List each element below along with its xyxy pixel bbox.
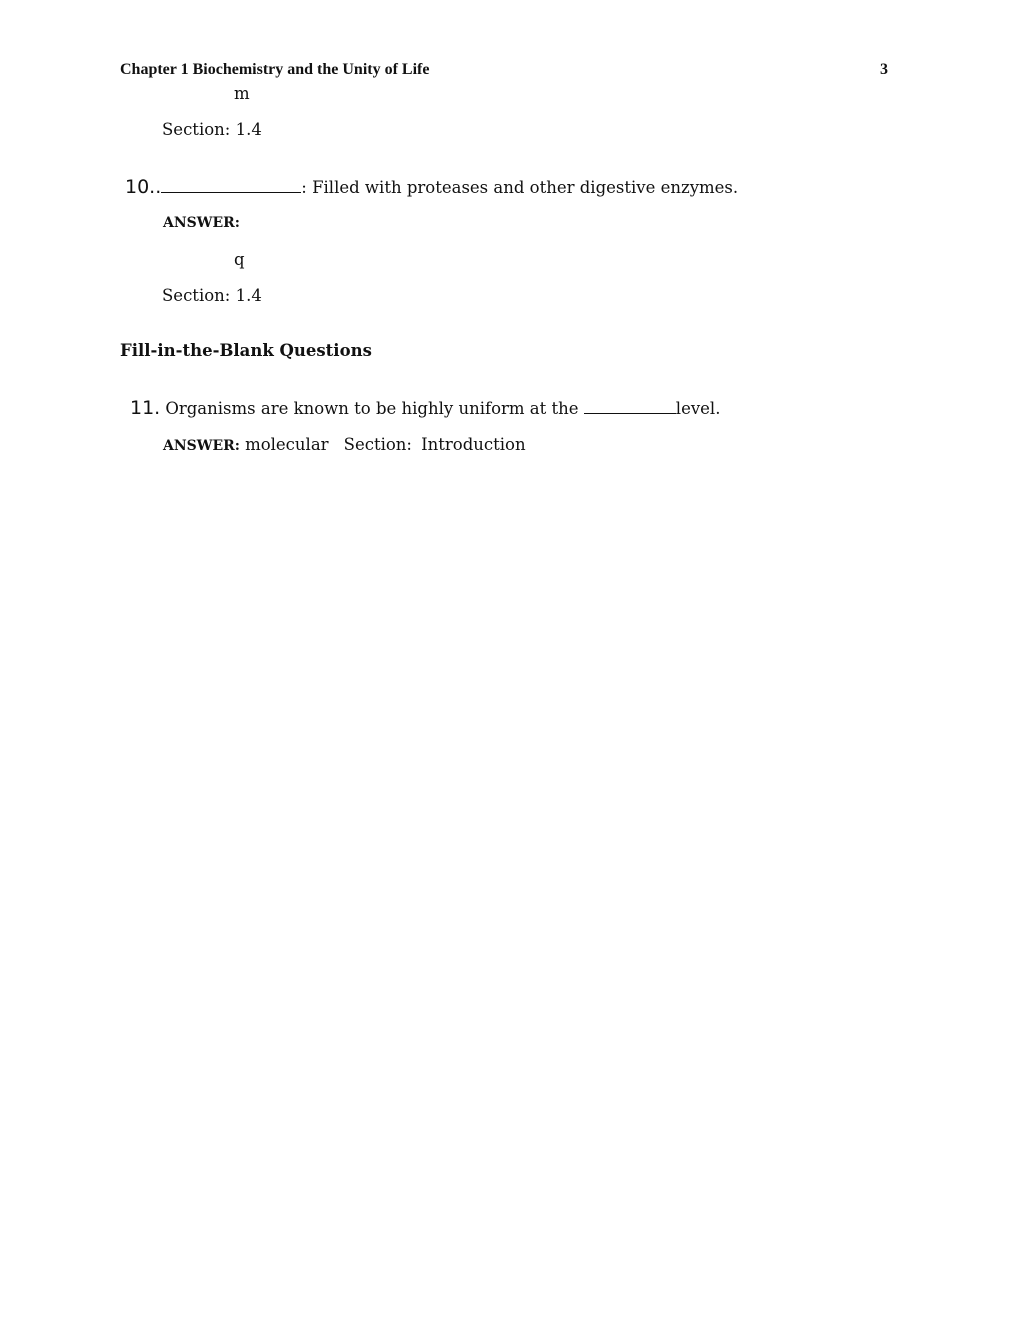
section-reference: Section: 1.4 [162, 120, 262, 139]
answer-label: ANSWER: [163, 438, 240, 454]
answer-blank [161, 192, 301, 193]
question-number: 10.. [125, 176, 162, 198]
question-10 [125, 176, 738, 198]
answer-line [163, 435, 526, 454]
page-number: 3 [880, 61, 888, 78]
question-text-end: level. [675, 399, 721, 418]
answer-value: q [234, 250, 245, 269]
answer-value: molecular [245, 435, 329, 454]
question-11 [130, 397, 720, 419]
section-value: Introduction [421, 435, 526, 454]
answer-value: m [234, 84, 250, 103]
section-heading: Fill-in-the-Blank Questions [120, 341, 372, 360]
question-number: 11. [130, 397, 161, 419]
question-text: Organisms are known to be highly uniform at the [165, 399, 584, 418]
answer-blank [584, 413, 676, 414]
answer-label: ANSWER: [163, 215, 240, 231]
chapter-header: Chapter 1 Biochemistry and the Unity of Life [120, 61, 430, 78]
section-reference: Section: 1.4 [162, 286, 262, 305]
question-text: : Filled with proteases and other digestive enzymes. [301, 178, 739, 197]
section-label: Section: [343, 435, 412, 454]
